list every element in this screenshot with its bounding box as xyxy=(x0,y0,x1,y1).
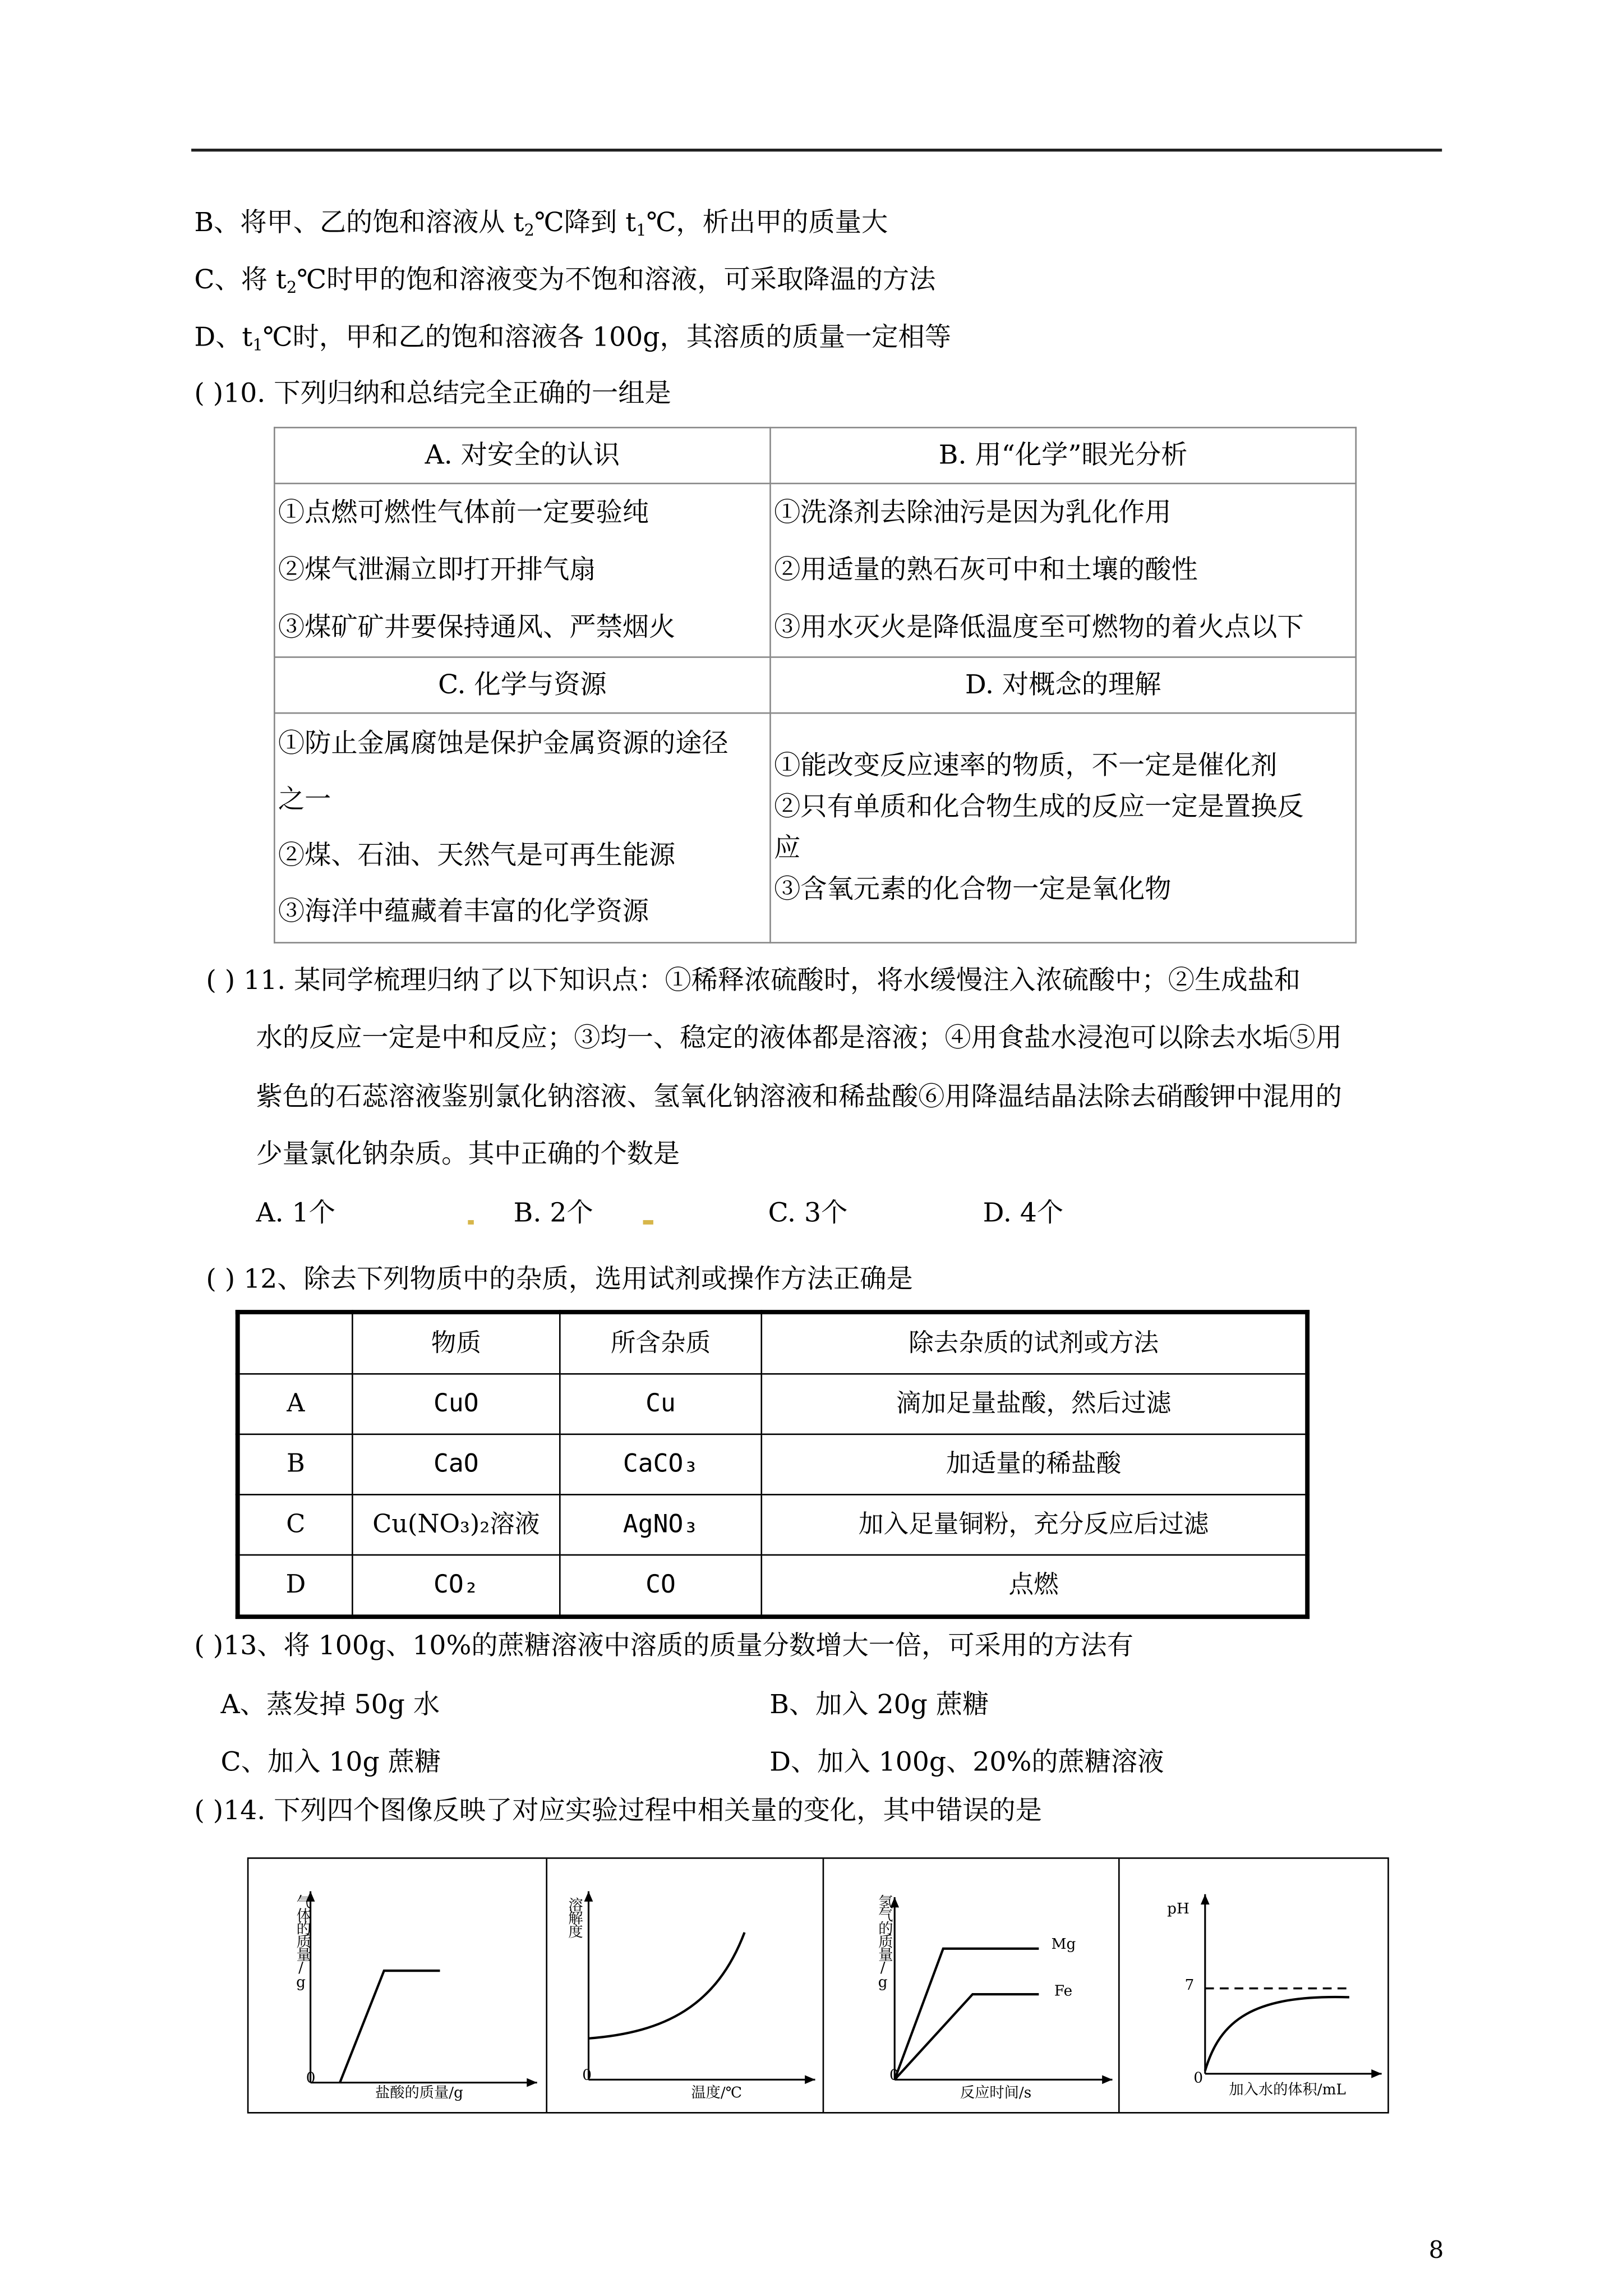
graph-4-curve xyxy=(1205,1997,1349,2071)
table-row xyxy=(238,1434,1307,1495)
q12-cell: D xyxy=(238,1555,353,1617)
q10-d-items xyxy=(771,713,1356,942)
q10-c-item: 之一 xyxy=(278,784,331,815)
q9-option-d: D、$t_1℃$时，甲和乙的饱和溶液各 100g，其溶质的质量一定相等 xyxy=(194,322,951,355)
graph-1-origin: 0 xyxy=(306,2070,316,2087)
q12-header-impurity: 所含杂质 xyxy=(560,1312,761,1374)
q12-cell: AgNO₃ xyxy=(560,1494,761,1555)
q11-line-2: 水的反应一定是中和反应；③均一、稳定的液体都是溶液；④用食盐水浸泡可以除去水垢⑤用 xyxy=(256,1023,1342,1054)
q11-option-b: B. 2个 xyxy=(513,1198,593,1229)
q10-d-item: ②只有单质和化合物生成的反应一定是置换反 xyxy=(774,791,1304,822)
q12-cell: 加适量的稀盐酸 xyxy=(762,1434,1307,1495)
q13-option-b: B、加入 20g 蔗糖 xyxy=(769,1690,989,1721)
graph-3-xlabel: 反应时间/s xyxy=(960,2085,1032,2102)
graph-solubility xyxy=(547,1859,824,2112)
q10-d-item: ①能改变反应速率的物质，不一定是催化剂 xyxy=(774,749,1278,781)
q12-cell: Cu(NO₃)₂溶液 xyxy=(352,1494,560,1555)
q13-option-a: A、蒸发掉 50g 水 xyxy=(220,1690,440,1721)
graph-4-plot xyxy=(1120,1859,1388,2112)
q12-cell: C xyxy=(238,1494,353,1555)
graph-3-fe-curve xyxy=(895,1994,1039,2079)
graph-2-curve xyxy=(588,1932,744,2039)
q12-cell: 点燃 xyxy=(762,1555,1307,1617)
header-rule xyxy=(191,149,1442,151)
q10-d-item: 应 xyxy=(774,832,801,863)
q10-c-item: ②煤、石油、天然气是可再生能源 xyxy=(278,839,676,871)
q10-a-items xyxy=(274,484,770,657)
q14-graphs xyxy=(247,1857,1389,2114)
q13-stem: ( )13、将 100g、10%的蔗糖溶液中溶质的质量分数增大一倍，可采用的方法有 xyxy=(194,1631,1133,1662)
q10-a-item: ①点燃可燃性气体前一定要验纯 xyxy=(278,497,649,528)
q12-cell: CuO xyxy=(352,1374,560,1434)
q10-c-item: ③海洋中蕴藏着丰富的化学资源 xyxy=(278,895,649,927)
q9-option-b: B、将甲、乙的饱和溶液从 $t_2℃$降到 $t_1℃$，析出甲的质量大 xyxy=(194,207,888,240)
q12-cell: B xyxy=(238,1434,353,1495)
q10-b-title: B. 用“化学”眼光分析 xyxy=(771,427,1356,484)
q10-c-title: C. 化学与资源 xyxy=(274,657,770,713)
graph-3-origin: 0 xyxy=(889,2068,899,2085)
q10-a-item: ③煤矿矿井要保持通风、严禁烟火 xyxy=(278,612,676,643)
q10-b-item: ②用适量的熟石灰可中和土壤的酸性 xyxy=(774,555,1198,586)
graph-ph xyxy=(1120,1859,1387,2112)
q12-cell: CO xyxy=(560,1555,761,1617)
q11-option-d: D. 4个 xyxy=(983,1198,1064,1229)
q13-option-d: D、加入 100g、20%的蔗糖溶液 xyxy=(769,1747,1164,1778)
graph-1-curve xyxy=(340,1971,440,2082)
q10-b-item: ①洗涤剂去除油污是因为乳化作用 xyxy=(774,497,1172,528)
q12-stem: ( ) 12、除去下列物质中的杂质，选用试剂或操作方法正确是 xyxy=(206,1264,913,1295)
graph-1-ylabel: 气体的质量/g xyxy=(293,1894,309,1990)
graph-3-mg-curve xyxy=(895,1949,1039,2080)
q12-cell: CO₂ xyxy=(352,1555,560,1617)
q10-c-item: ①防止金属腐蚀是保护金属资源的途径 xyxy=(278,728,728,759)
graph-2-origin: 0 xyxy=(582,2068,592,2085)
graph-4-ylabel: pH xyxy=(1167,1901,1189,1918)
scan-speck xyxy=(468,1220,473,1225)
graph-4-xlabel: 加入水的体积/mL xyxy=(1229,2082,1346,2099)
graph-hydrogen-mass xyxy=(825,1859,1121,2112)
q9-option-c: C、将 $t_2℃$时甲的饱和溶液变为不饱和溶液，可采取降温的方法 xyxy=(194,265,936,297)
q11-line-3: 紫色的石蕊溶液鉴别氯化钠溶液、氢氧化钠溶液和稀盐酸⑥用降温结晶法除去硝酸钾中混用的 xyxy=(256,1082,1342,1113)
q12-cell: Cu xyxy=(560,1374,761,1434)
q12-cell: CaCO₃ xyxy=(560,1434,761,1495)
graph-2-xlabel: 温度/℃ xyxy=(691,2085,743,2102)
graph-3-ylabel: 氢气的质量/g xyxy=(874,1894,891,1990)
page-number: 8 xyxy=(1428,2235,1444,2264)
q12-cell: 滴加足量盐酸，然后过滤 xyxy=(762,1374,1307,1434)
graph-4-origin: 0 xyxy=(1193,2070,1204,2087)
scan-speck xyxy=(643,1220,653,1225)
table-row xyxy=(238,1555,1307,1617)
graph-3-legend-mg: Mg xyxy=(1051,1936,1076,1953)
q11-option-c: C. 3个 xyxy=(768,1198,848,1229)
q12-table xyxy=(236,1310,1310,1619)
q12-cell: A xyxy=(238,1374,353,1434)
table-row xyxy=(238,1374,1307,1434)
q11-line-1: ( ) 11. 某同学梳理归纳了以下知识点：①稀释浓硫酸时，将水缓慢注入浓硫酸中；②生成盐和 xyxy=(206,965,1301,997)
q10-b-item: ③用水灭火是降低温度至可燃物的着火点以下 xyxy=(774,612,1304,643)
graph-gas-mass xyxy=(248,1859,547,2112)
q14-stem: ( )14. 下列四个图像反映了对应实验过程中相关量的变化，其中错误的是 xyxy=(194,1795,1042,1827)
q12-header-method: 除去杂质的试剂或方法 xyxy=(762,1312,1307,1374)
table-row xyxy=(238,1494,1307,1555)
q13-option-c: C、加入 10g 蔗糖 xyxy=(220,1747,441,1778)
q10-table xyxy=(274,427,1357,944)
graph-3-legend-fe: Fe xyxy=(1054,1984,1073,2000)
q12-cell: 加入足量铜粉，充分反应后过滤 xyxy=(762,1494,1307,1555)
q10-c-items xyxy=(274,713,770,942)
q10-d-title: D. 对概念的理解 xyxy=(771,657,1356,713)
graph-4-ref-label: 7 xyxy=(1184,1978,1195,1995)
q10-a-title: A. 对安全的认识 xyxy=(274,427,770,484)
q11-line-4: 少量氯化钠杂质。其中正确的个数是 xyxy=(256,1139,680,1170)
q12-header-blank xyxy=(238,1312,353,1374)
graph-2-ylabel: 溶解度 xyxy=(564,1897,581,1937)
q10-a-item: ②煤气泄漏立即打开排气扇 xyxy=(278,555,596,586)
q12-header-substance: 物质 xyxy=(352,1312,560,1374)
q10-stem: ( )10. 下列归纳和总结完全正确的一组是 xyxy=(194,378,671,409)
graph-3-plot xyxy=(825,1859,1119,2112)
q10-d-item: ③含氧元素的化合物一定是氧化物 xyxy=(774,873,1172,905)
q10-b-items xyxy=(771,484,1356,657)
q12-cell: CaO xyxy=(352,1434,560,1495)
q11-option-a: A. 1个 xyxy=(256,1198,335,1229)
graph-1-xlabel: 盐酸的质量/g xyxy=(375,2085,463,2102)
